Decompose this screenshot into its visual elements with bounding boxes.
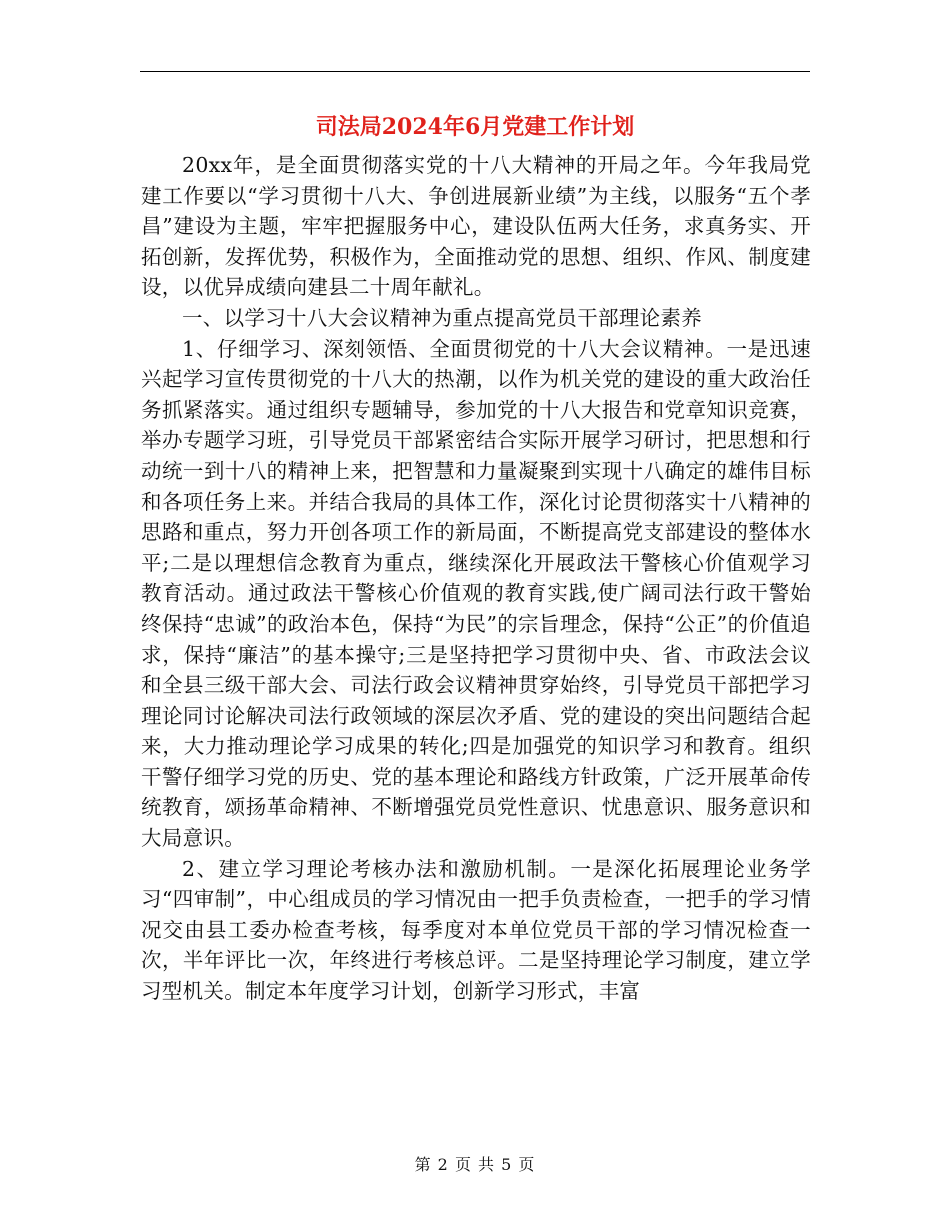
- section-heading-1: 一、以学习十八大会议精神为重点提高党员干部理论素养: [182, 305, 702, 330]
- header-rule: [140, 71, 810, 72]
- paragraph-intro: 20xx年，是全面贯彻落实党的十八大精神的开局之年。今年我局党建工作要以“学习贯彻十八大、争创进展新业绩”为主线，以服务“五个孝昌”建设为主题，牢牢把握服务中心，建设队伍两大任务，求真务实、开拓创新，发挥优势，积极作为，全面推动党的思想、组织、作风、制度建设，以优异成绩向建县二十周年献礼。: [141, 153, 811, 300]
- paragraph-item-1: 1、仔细学习、深刻领悟、全面贯彻党的十八大会议精神。一是迅速兴起学习宣传贯彻党的十八大的热潮，以作为机关党的建设的重大政治任务抓紧落实。通过组织专题辅导，参加党的十八大报告和党章知识竞赛，举办专题学习班，引导党员干部紧密结合实际开展学习研讨，把思想和行动统一到十八的精神上来，把智慧和力量凝聚到实现十八确定的雄伟目标和各项任务上来。并结合我局的具体工作，深化讨论贯彻落实十八精神的思路和重点，努力开创各项工作的新局面，不断提高党支部建设的整体水平;二是以理想信念教育为重点，继续深化开展政法干警核心价值观学习教育活动。通过政法干警核心价值观的教育实践,使广阔司法行政干警始终保持“忠诚”的政治本色，保持“为民”的宗旨理念，保持“公正”的价值追求，保持“廉洁”的基本操守;三是坚持把学习贯彻中央、省、市政法会议和全县三级干部大会、司法行政会议精神贯穿始终，引导党员干部把学习理论同讨论解决司法行政领域的深层次矛盾、党的建设的突出问题结合起来，大力推动理论学习成果的转化;四是加强党的知识学习和教育。组织干警仔细学习党的历史、党的基本理论和路线方针政策，广泛开展革命传统教育，颂扬革命精神、不断增强党员党性意识、忧患意识、服务意识和大局意识。: [141, 336, 811, 851]
- document-body: [141, 150, 811, 1007]
- page-number: 第 2 页 共 5 页: [414, 1155, 536, 1174]
- document-title: 司法局2024年6月党建工作计划: [315, 114, 635, 140]
- paragraph-item-2: 2、建立学习理论考核办法和激励机制。一是深化拓展理论业务学习“四审制”，中心组成员的学习情况由一把手负责检查，一把手的学习情况交由县工委办检查考核，每季度对本单位党员干部的学习情况检查一次，半年评比一次，年终进行考核总评。二是坚持理论学习制度，建立学习型机关。制定本年度学习计划，创新学习形式，丰富: [141, 856, 811, 1004]
